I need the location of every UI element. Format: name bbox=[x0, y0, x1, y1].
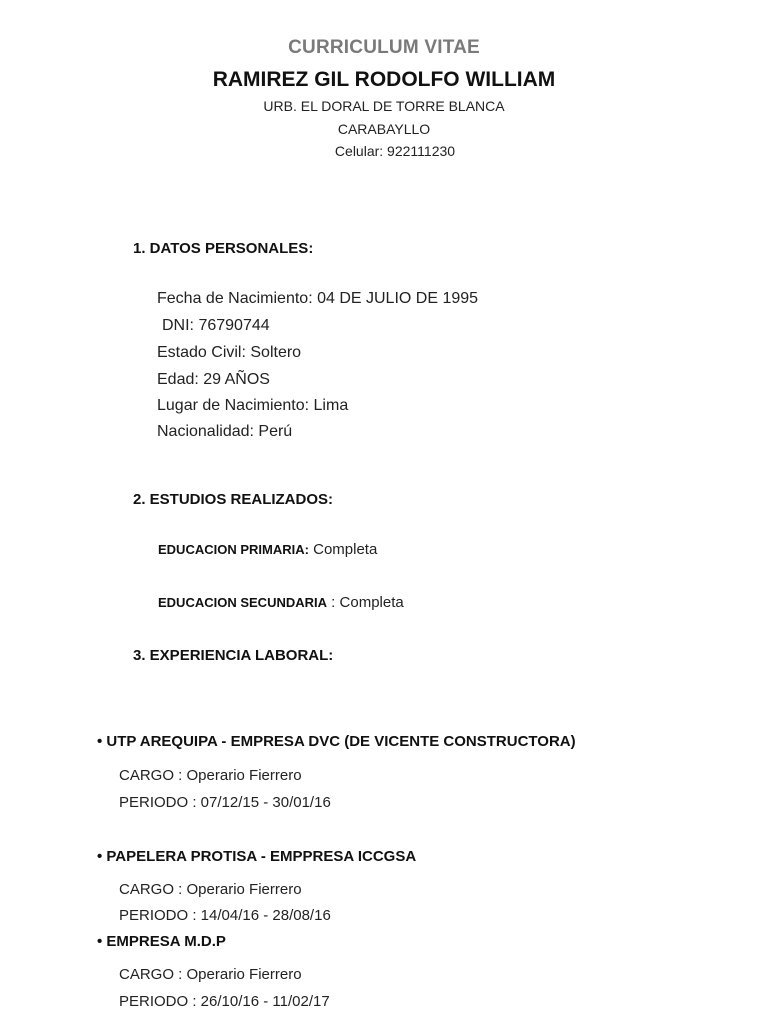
job-periodo: PERIODO : 26/10/16 - 11/02/17 bbox=[119, 993, 330, 1010]
field-nationality: Nacionalidad: Perú bbox=[157, 423, 293, 440]
section-heading-studies: 2. ESTUDIOS REALIZADOS: bbox=[133, 491, 334, 508]
address-line-1: URB. EL DORAL DE TORRE BLANCA bbox=[263, 98, 505, 114]
section-heading-personal: 1. DATOS PERSONALES: bbox=[133, 240, 314, 257]
job-cargo: CARGO : Operario Fierrero bbox=[119, 881, 302, 898]
job-cargo: CARGO : Operario Fierrero bbox=[119, 966, 302, 983]
study-primary bbox=[158, 541, 377, 559]
job-employer: • PAPELERA PROTISA - EMPPRESA ICCGSA bbox=[97, 848, 417, 865]
field-age: Edad: 29 AÑOS bbox=[157, 371, 270, 388]
field-marital-status: Estado Civil: Soltero bbox=[157, 344, 302, 361]
address-line-2: CARABAYLLO bbox=[337, 121, 431, 137]
applicant-name: RAMIREZ GIL RODOLFO WILLIAM bbox=[212, 68, 556, 91]
job-cargo: CARGO : Operario Fierrero bbox=[119, 767, 302, 784]
study-primary-label: EDUCACION PRIMARIA: bbox=[158, 542, 309, 557]
study-secondary-value: : Completa bbox=[327, 594, 404, 611]
phone-number: Celular: 922111230 bbox=[334, 143, 456, 159]
job-periodo: PERIODO : 07/12/15 - 30/01/16 bbox=[119, 794, 331, 811]
document-title: CURRICULUM VITAE bbox=[288, 37, 480, 58]
field-birth-date: Fecha de Nacimiento: 04 DE JULIO DE 1995 bbox=[157, 290, 479, 307]
study-secondary bbox=[158, 594, 404, 612]
section-heading-experience: 3. EXPERIENCIA LABORAL: bbox=[133, 647, 334, 664]
study-secondary-label: EDUCACION SECUNDARIA bbox=[158, 595, 328, 610]
job-employer: • EMPRESA M.D.P bbox=[97, 933, 226, 950]
field-dni: DNI: 76790744 bbox=[162, 317, 270, 334]
job-employer: • UTP AREQUIPA - EMPRESA DVC (DE VICENTE CONSTRUCTORA) bbox=[97, 733, 576, 750]
study-primary-value: Completa bbox=[308, 541, 378, 558]
field-birth-place: Lugar de Nacimiento: Lima bbox=[157, 397, 349, 414]
job-periodo: PERIODO : 14/04/16 - 28/08/16 bbox=[119, 907, 331, 924]
